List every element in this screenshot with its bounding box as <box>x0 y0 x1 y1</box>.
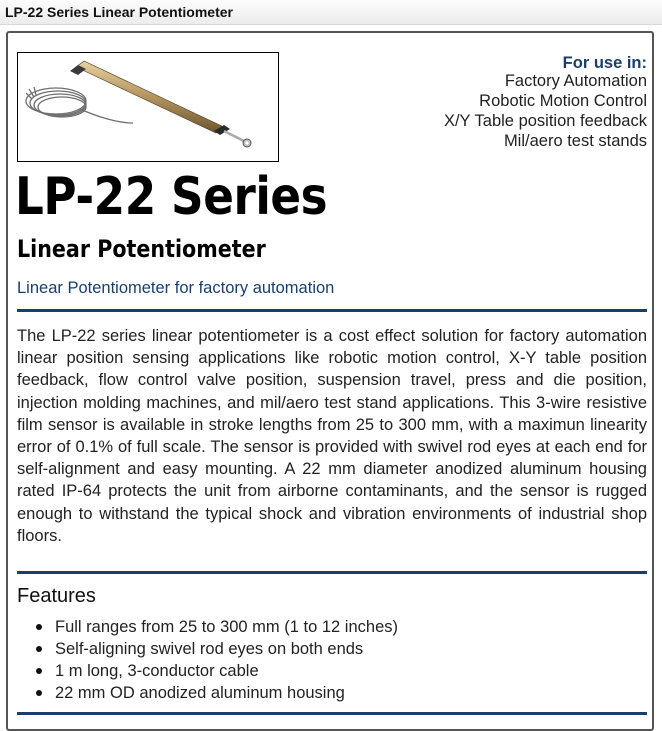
features-list <box>17 616 647 704</box>
feature-text: 22 mm OD anodized aluminum housing <box>55 684 345 702</box>
feature-item <box>17 660 647 682</box>
window-title-bar <box>0 0 662 25</box>
feature-text: Self-aligning swivel rod eyes on both ends <box>55 640 364 658</box>
feature-text: Full ranges from 25 to 300 mm (1 to 12 inches) <box>55 618 398 636</box>
window-title: LP-22 Series Linear Potentiometer <box>5 4 233 20</box>
potentiometer-picture <box>18 53 278 161</box>
use-in-item: Factory Automation <box>504 72 647 90</box>
bullet-icon <box>36 646 42 652</box>
use-in-item: Robotic Motion Control <box>479 92 647 110</box>
divider <box>17 571 647 574</box>
feature-item <box>17 682 647 704</box>
use-in-item: Mil/aero test stands <box>503 132 647 150</box>
features-heading: Features <box>17 585 96 607</box>
use-in-heading: For use in: <box>562 54 647 72</box>
bullet-icon <box>36 668 42 674</box>
product-tagline: Linear Potentiometer for factory automation <box>17 279 335 297</box>
product-series-heading: LP-22 Series <box>15 167 328 227</box>
product-image <box>17 52 279 162</box>
use-in-item: X/Y Table position feedback <box>443 112 647 130</box>
cable-coil <box>26 87 133 123</box>
feature-item <box>17 616 647 638</box>
feature-item <box>17 638 647 660</box>
sensor-housing <box>70 61 251 147</box>
product-description: The LP-22 series linear potentiometer is a cost effect solution for factory automation linear position sensing applications like robotic motion control, X-Y table position feedback, flow control valve position, suspension travel, press and die position, injection molding machines, and mil/aero test stand applications. This 3-wire resistive film sensor is available in stroke lengths from 25 to 300 mm, with a maximun linearity error of 0.1% of full scale. The sensor is provided with swivel rod eyes at each end for self-alignment and easy mounting. A 22 mm diameter anodized aluminum housing rated IP-64 protects the unit from airborne contaminants, and the sensor is rugged enough to withstand the typical shock and vibration environments of industrial shop floors. <box>17 327 647 545</box>
divider <box>17 309 647 312</box>
divider <box>17 712 647 715</box>
use-in-list <box>444 71 647 151</box>
feature-text: 1 m long, 3-conductor cable <box>55 662 259 680</box>
bullet-icon <box>36 690 42 696</box>
bullet-icon <box>36 624 42 630</box>
product-subtitle: Linear Potentiometer <box>17 235 266 263</box>
